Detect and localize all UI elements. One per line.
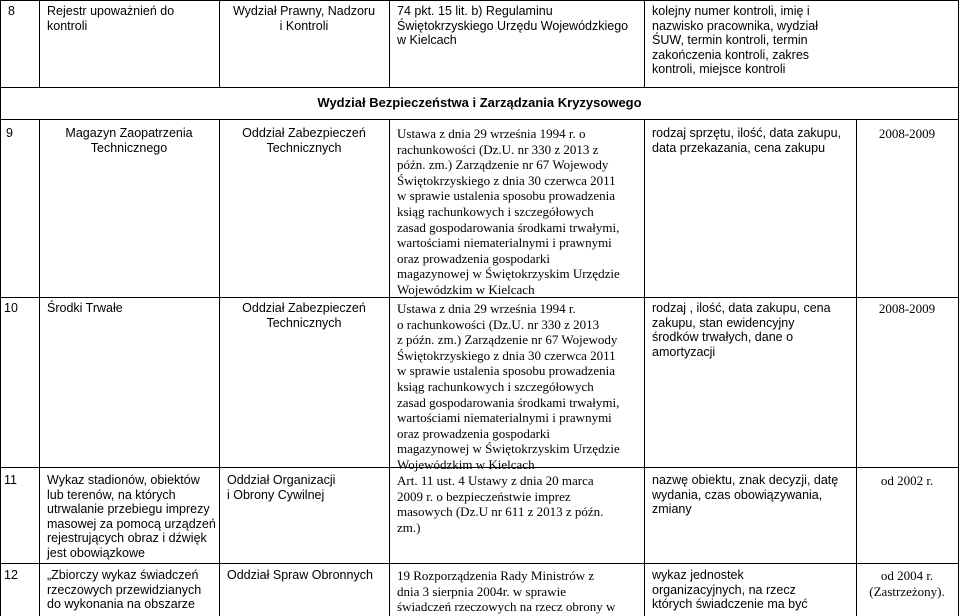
table-border xyxy=(39,0,40,88)
data-scope: rodzaj , ilość, data zakupu, cena zakupu, stan ewidencyjny środków trwałych, dane o amortyzacji xyxy=(652,301,831,359)
data-scope: rodzaj sprzętu, ilość, data zakupu, data przekazania, cena zakupu xyxy=(652,126,841,155)
table-border xyxy=(39,119,40,616)
data-scope: wykaz jednostek organizacyjnych, na rzecz których świadczenie ma być xyxy=(652,568,808,612)
legal-basis: Art. 11 ust. 4 Ustawy z dnia 20 marca 2009 r. o bezpieczeństwie imprez masowych (Dz.U nr 611 z 2013 z późn. zm.) xyxy=(397,473,604,535)
data-scope: nazwę obiektu, znak decyzji, datę wydania, czas obowiązywania, zmiany xyxy=(652,473,839,517)
table-border xyxy=(0,119,959,120)
table-border xyxy=(0,119,1,616)
row-number: 8 xyxy=(8,4,15,18)
table-border xyxy=(856,119,857,616)
table-border xyxy=(389,119,390,616)
table-border xyxy=(644,119,645,616)
table-border xyxy=(0,0,959,1)
years: od 2002 r. xyxy=(880,473,934,488)
table-border xyxy=(644,0,645,88)
register-name: „Zbiorczy wykaz świadczeń rzeczowych przewidzianych do wykonania na obszarze xyxy=(47,568,202,612)
data-scope: kolejny numer kontroli, imię i nazwisko pracownika, wydział ŚUW, termin kontroli, termin zakończenia kontroli, zakres kontroli, miejsce kontroli xyxy=(652,4,819,77)
responsible-unit: Wydział Prawny, Nadzoru i Kontroli xyxy=(232,4,376,33)
table-border xyxy=(0,87,959,88)
table-border xyxy=(0,563,959,564)
table-border xyxy=(219,119,220,616)
legal-basis: Ustawa z dnia 29 września 1994 r. o rachunkowości (Dz.U. nr 330 z 2013 z późn. zm.) Zarządzenie nr 67 Wojewody Świętokrzyskiego z dnia 30 czerwca 2011 w sprawie ustalenia sposobu prowadzenia ksiąg rachunkowych i szczegółowych zasad gospodarowania środkami trwałymi, wartościami niematerialnymi i prawnymi oraz prowadzenia gospodarki magazynowej w Świętokrzyskim Urzędzie Wojewódzkim w Kielcach xyxy=(397,126,620,297)
register-name: Wykaz stadionów, obiektów lub terenów, na których utrwalanie przebiegu imprezy masowej za pomocą urządzeń rejestrujących obraz i dźwięk jest obowiązkowe xyxy=(47,473,216,560)
years: 2008-2009 xyxy=(878,126,936,141)
legal-basis: 19 Rozporządzenia Rady Ministrów z dnia 3 sierpnia 2004r. w sprawie świadczeń rzeczowych na rzecz obrony w xyxy=(397,568,616,615)
legal-basis: 74 pkt. 15 lit. b) Regulaminu Świętokrzyskiego Urzędu Wojewódzkiego w Kielcach xyxy=(397,4,629,48)
years: od 2004 r. (Zastrzeżony). xyxy=(869,568,945,599)
responsible-unit: Oddział Zabezpieczeń Technicznych xyxy=(242,301,366,330)
row-number: 12 xyxy=(4,568,18,582)
row-number: 11 xyxy=(4,473,17,487)
row-number: 9 xyxy=(6,126,13,140)
row-number: 10 xyxy=(4,301,18,315)
section-title: Wydział Bezpieczeństwa i Zarządzania Kryzysowego xyxy=(317,95,642,110)
responsible-unit: Oddział Zabezpieczeń Technicznych xyxy=(242,126,366,155)
register-name: Magazyn Zaopatrzenia Technicznego xyxy=(65,126,193,155)
register-name: Rejestr upoważnień do kontroli xyxy=(47,4,175,33)
responsible-unit: Oddział Organizacji i Obrony Cywilnej xyxy=(227,473,336,502)
table-border xyxy=(389,0,390,88)
register-name: Środki Trwałe xyxy=(47,301,123,315)
years: 2008-2009 xyxy=(878,301,936,316)
responsible-unit: Oddział Spraw Obronnych xyxy=(227,568,373,582)
table-border xyxy=(0,0,1,88)
legal-basis: Ustawa z dnia 29 września 1994 r. o rachunkowości (Dz.U. nr 330 z 2013 z późn. zm.) Zarządzenie nr 67 Wojewody Świętokrzyskiego z dnia 30 czerwca 2011 w sprawie ustalenia sposobu prowadzenia ksiąg rachunkowych i szczegółowych zasad gospodarowania środkami trwałymi, wartościami niematerialnymi i prawnymi oraz prowadzenia gospodarki magazynowej w Świętokrzyskim Urzędzie Wojewódzkim w Kielcach xyxy=(397,301,620,472)
